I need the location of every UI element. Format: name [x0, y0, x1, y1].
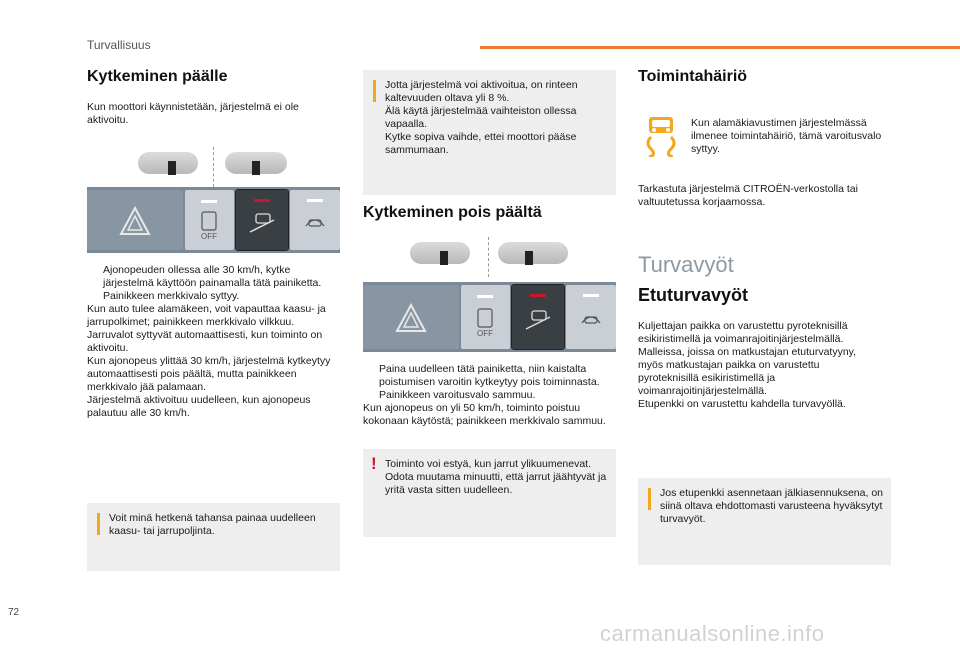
header-accent-bar	[480, 46, 960, 49]
check-text: Tarkastuta järjestelmä CITROËN-verkostolla tai valtuutetussa korjaamossa.	[638, 183, 858, 208]
info-icon	[648, 488, 651, 510]
button-panel	[363, 282, 616, 352]
body-line: Etupenkki on varustettu kahdella turvavyöllä.	[638, 398, 846, 410]
descent-control-button[interactable]	[512, 285, 564, 349]
lane-button[interactable]	[290, 190, 340, 250]
seatbelt-body	[638, 320, 883, 411]
info-icon	[97, 513, 100, 535]
hazard-triangle-icon	[87, 190, 183, 250]
steering-illustration	[410, 237, 580, 277]
section-header: Turvallisuus	[87, 38, 151, 52]
bullet-item	[87, 264, 343, 303]
info-box	[87, 503, 340, 571]
steering-wheel-icon	[498, 242, 568, 264]
bullet-mark	[87, 264, 103, 303]
info-text: Jos etupenkki asennetaan jälkiasennuksena, on siinä oltava ehdottomasti varusteena hyväksytyt turvavyöt.	[660, 487, 883, 525]
warning-text: Toiminto voi estyä, kun jarrut ylikuumenevat. Odota muutama minuutti, että jarrut jäähtyvät ja yritä vasta sitten uudelleen.	[385, 458, 607, 496]
col1-body	[87, 264, 343, 420]
parking-off-button[interactable]	[185, 190, 234, 250]
descent-control-icon	[236, 190, 288, 250]
off-label: OFF	[201, 232, 217, 241]
body-line: Malleissa, joissa on matkustajan etuturvatyyny, myös matkustajan paikka on varustettu pyroteknisillä esikiristimellä ja voimanrajoitinjärjestelmällä.	[638, 346, 857, 397]
bullet-mark	[363, 363, 379, 402]
info-box	[363, 70, 616, 195]
info-text	[385, 79, 608, 157]
fault-text: Kun alamäkiavustimen järjestelmässä ilmenee toimintahäiriö, tämä varoitusvalo syttyy.	[691, 117, 882, 155]
skid-warning-icon	[643, 115, 679, 157]
page-number: 72	[8, 607, 20, 618]
bullet-item	[363, 363, 619, 402]
hazard-triangle-icon	[363, 285, 459, 349]
info-text: Voit minä hetkenä tahansa painaa uudelleen kaasu- tai jarrupoljinta.	[109, 512, 316, 537]
lane-icon	[566, 285, 616, 349]
lane-button[interactable]	[566, 285, 616, 349]
body-line: Jarruvalot syttyvät automaattisesti, kun toiminto on aktivoitu.	[87, 329, 323, 354]
body-line: Kun ajonopeus on yli 50 km/h, toiminto poistuu kokonaan käytöstä; painikkeen merkkivalo sammuu.	[363, 402, 606, 427]
lane-icon	[290, 190, 340, 250]
warning-icon: !	[371, 454, 377, 473]
descent-control-button[interactable]	[236, 190, 288, 250]
parking-off-button[interactable]	[461, 285, 510, 349]
parking-off-icon	[461, 285, 510, 349]
body-line: Kun auto tulee alamäkeen, voit vapauttaa kaasu- ja jarrupolkimet; painikkeen merkkivalo vilkkuu.	[87, 303, 326, 328]
title-switch-off: Kytkeminen pois päältä	[363, 204, 542, 221]
warning-box	[363, 449, 616, 537]
info-icon	[373, 80, 376, 102]
button-panel	[87, 187, 340, 253]
intro-text: Kun moottori käynnistetään, järjestelmä ei ole aktivoitu.	[87, 101, 299, 126]
descent-control-icon	[512, 285, 564, 349]
body-line: Järjestelmä aktivoituu uudelleen, kun ajonopeus palautuu alle 30 km/h.	[87, 394, 311, 419]
info-line: Älä käytä järjestelmää vaihteiston ollessa vapaalla.	[385, 105, 577, 130]
body-line: Kuljettajan paikka on varustettu pyroteknisillä esikiristimellä ja voimanrajoitinjärjestelmällä.	[638, 320, 848, 345]
bullet-text: Ajonopeuden ollessa alle 30 km/h, kytke järjestelmä käyttöön painamalla tätä painiketta. Painikkeen merkkivalo syttyy.	[103, 264, 322, 302]
watermark: carmanualsonline.info	[600, 621, 825, 646]
info-line: Jotta järjestelmä voi aktivoitua, on rinteen kaltevuuden oltava yli 8 %.	[385, 79, 578, 104]
col2-body	[363, 363, 619, 428]
info-line: Kytke sopiva vaihde, ettei moottori pääse sammumaan.	[385, 131, 577, 156]
hazard-button[interactable]	[87, 190, 183, 250]
bullet-text: Paina uudelleen tätä painiketta, niin kaistalta poistumisen varoitin kytkeytyy pois toiminnasta. Painikkeen varoitusvalo sammuu.	[379, 363, 600, 401]
hazard-button[interactable]	[363, 285, 459, 349]
parking-off-icon	[185, 190, 234, 250]
steering-illustration	[130, 147, 300, 187]
title-switch-on: Kytkeminen päälle	[87, 68, 228, 85]
title-malfunction: Toimintahäiriö	[638, 68, 748, 85]
body-line: Kun ajonopeus ylittää 30 km/h, järjestelmä kytkeytyy automaattisesti pois päältä, mutta painikkeen merkkivalo jää palamaan.	[87, 355, 331, 393]
info-box	[638, 478, 891, 565]
off-label: OFF	[477, 329, 493, 338]
title-front-seatbelts: Etuturvavyöt	[638, 285, 749, 305]
section-title-seatbelts: Turvavyöt	[638, 252, 734, 277]
